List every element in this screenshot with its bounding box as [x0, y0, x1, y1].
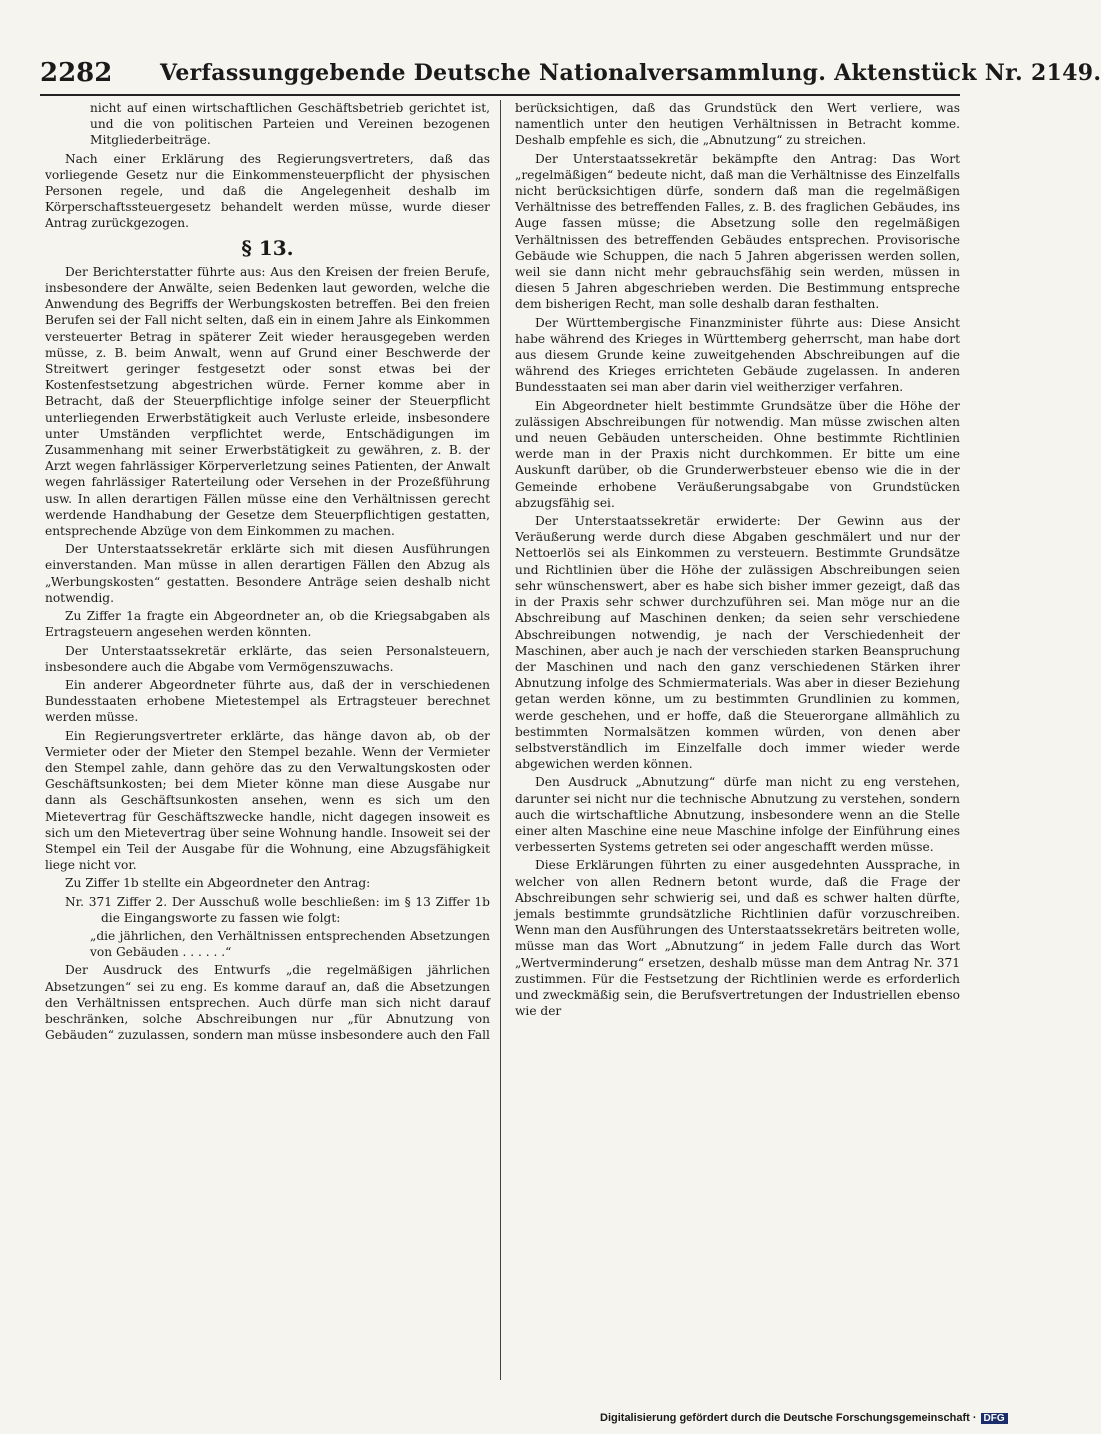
right-column — [515, 100, 960, 1021]
dfg-logo: DFG — [981, 1413, 1008, 1424]
running-title: Verfassunggebende Deutsche Nationalversammlung. Aktenstück Nr. 2149. — [160, 60, 1101, 86]
paragraph: Der Unterstaatssekretär erklärte, das seien Personalsteuern, insbesondere auch die Abgabe vom Vermögenszuwachs. — [45, 643, 490, 674]
quoted-wording: „die jährlichen, den Verhältnissen entsprechenden Absetzungen von Gebäuden . . . . . .“ — [90, 928, 490, 960]
paragraph: Der Berichterstatter führte aus: Aus den Kreisen der freien Berufe, insbesondere der Anwälte, seien Bedenken laut geworden, welche die Anwendung des Begriffs der Werbungskosten betreffen. Bei den freien Berufen sei der Fall nicht selten, daß ein in einem Jahre als Einkommen versteuerter Betrag in späterer Zeit wieder herausgegeben werden müsse, z. B. beim Anwalt, wenn auf Grund einer Beschwerde der Streitwert geringer festgesetzt oder sonst etwas bei der Kostenfestsetzung abgestrichen würde. Ferner komme aber in Betracht, daß der Steuerpflichtige infolge seiner der Steuerpflicht unterliegenden Erwerbstätigkeit auch Verluste erleide, insbesondere unter Umständen verpflichtet werde, Entschädigungen im Zusammenhang mit seiner Erwerbstätigkeit zu gewähren, z. B. der Arzt wegen fahrlässiger Körperverletzung seines Patienten, der Anwalt wegen fahrlässiger Raterteilung oder Versehen in der Prozeßführung usw. In allen derartigen Fällen müsse eine den Verhältnissen gerecht werdende Handhabung der Gesetze dem Steuerpflichtigen gestatten, entsprechende Abzüge von dem Einkommen zu machen. — [45, 264, 490, 539]
left-column — [45, 100, 490, 1045]
paragraph: Der Unterstaatssekretär erklärte sich mit diesen Ausführungen einverstanden. Man müsse in allen derartigen Fällen den Abzug als „Werbungskosten“ gestatten. Besondere Anträge seien deshalb nicht notwendig. — [45, 542, 490, 605]
paragraph: Der Württembergische Finanzminister führte aus: Diese Ansicht habe während des Krieges in Württemberg geherrscht, man habe dort aus diesem Grunde keine zuweitgehenden Abschreibungen auf die während des Krieges errichteten Gebäude zugelassen. In anderen Bundesstaaten sei man aber darin viel weitherziger verfahren. — [515, 315, 960, 395]
section-heading: § 13. — [241, 235, 294, 260]
paragraph: nicht auf einen wirtschaftlichen Geschäftsbetrieb gerichtet ist, und die von politischen Parteien und Vereinen bezogenen Mitgliederbeiträge. — [90, 101, 490, 148]
page-number: 2282 — [40, 58, 113, 88]
motion-text: Nr. 371 Ziffer 2. Der Ausschuß wolle beschließen: im § 13 Ziffer 1b die Eingangsworte zu fassen wie folgt: — [65, 894, 490, 925]
column-divider — [500, 100, 501, 1380]
paragraph: Zu Ziffer 1a fragte ein Abgeordneter an, ob die Kriegsabgaben als Ertragsteuern angesehen werden könnten. — [45, 609, 490, 640]
credit-text: Digitalisierung gefördert durch die Deutsche Forschungsgemeinschaft · — [600, 1412, 977, 1424]
paragraph: Ein Regierungsvertreter erklärte, das hänge davon ab, ob der Vermieter oder der Mieter den Stempel bezahle. Wenn der Vermieter den Stempel zahle, dann gehöre das zu den Verwaltungskosten oder Geschäftsunkosten; bei dem Mieter könne man diese Ausgabe nur dann als Geschäftsunkosten ansehen, wenn es sich um den Mietevertrag für Geschäftszwecke handle, nicht dagegen insoweit es sich um den Mietevertrag über seine Wohnung handle. Insoweit sei der Stempel ein Teil der Ausgabe für die Wohnung, eine Abzugsfähigkeit liege nicht vor. — [45, 728, 490, 873]
paragraph: Der Ausdruck des Entwurfs „die regelmäßigen jährlichen Absetzungen“ sei zu eng. Es komme darauf an, daß die Absetzungen den Verhältnissen entsprechen. Auch dürfe man sich nicht darauf beschränken, solche Abschreibungen nur „für Abnutzung von Gebäuden“ zuzulassen, sondern man müsse insbesondere auch den Fall — [45, 963, 490, 1043]
digitization-credit — [600, 1412, 1005, 1424]
paragraph: Der Unterstaatssekretär bekämpfte den Antrag: Das Wort „regelmäßigen“ bedeute nicht, daß man die Verhältnisse des Einzelfalls nicht berücksichtigen dürfe, sondern daß man die regelmäßigen Verhältnisse des betreffenden Falles, z. B. des fraglichen Gebäudes, ins Auge fassen müsse; die Absetzung solle den regelmäßigen Verhältnissen des betreffenden Gebäudes entsprechen. Provisorische Gebäude wie Schuppen, die nach 5 Jahren abgerissen werden sollen, weil sie dann nicht mehr gebrauchsfähig sein werden, müssen in diesen 5 Jahren abgeschrieben werden. Die Bestimmung entspreche dem bisherigen Recht, man solle deshalb daran festhalten. — [515, 151, 960, 312]
paragraph: Zu Ziffer 1b stellte ein Abgeordneter den Antrag: — [65, 876, 371, 891]
paragraph: Ein anderer Abgeordneter führte aus, daß der in verschiedenen Bundesstaaten erhobene Mietestempel als Ertragsteuer berechnet werden müsse. — [45, 677, 490, 725]
page-header — [40, 54, 1101, 96]
paragraph: Ein Abgeordneter hielt bestimmte Grundsätze über die Höhe der zulässigen Abschreibungen für notwendig. Man müsse zwischen alten und neuen Gebäuden unterscheiden. Ohne bestimmte Richtlinien werde man in der Praxis nicht durchkommen. Er bitte um eine Auskunft darüber, ob die Grunderwerbsteuer ebenso wie die in der Gemeinde erhobene Veräußerungsabgabe von Grundstücken abzugsfähig sei. — [515, 398, 960, 510]
paragraph: berücksichtigen, daß das Grundstück den Wert verliere, was namentlich unter den heutigen Verhältnissen in Betracht komme. Deshalb empfehle es sich, die „Abnutzung“ zu streichen. — [515, 101, 960, 148]
paragraph: Nach einer Erklärung des Regierungsvertreters, daß das vorliegende Gesetz nur die Einkommensteuerpflicht der physischen Personen regele, und daß die Angelegenheit deshalb im Körperschaftssteuergesetz behandelt werden müsse, wurde dieser Antrag zurückgezogen. — [45, 151, 490, 231]
paragraph: Der Unterstaatssekretär erwiderte: Der Gewinn aus der Veräußerung werde durch diese Abgaben geschmälert und nur der Nettoerlös sei als Einkommen zu versteuern. Bestimmte Grundsätze und Richtlinien über die Höhe der zulässigen Abschreibungen seien sehr wünschenswert, aber es habe sich bisher immer gezeigt, daß das in der Praxis sehr schwer durchzuführen sei. Man möge nur an die Abschreibung auf Maschinen denken; da seien sehr verschiedene Abschreibungen notwendig, je nach der Verschiedenheit der Maschinen, aber auch je nach der verschieden starken Beanspruchung der Maschinen und nach den ganz verschiedenen Stärken ihrer Abnutzung infolge des Schmiermaterials. Was aber in dieser Beziehung getan werden könne, um zu bestimmten Grundlinien zu kommen, werde geschehen, und er hoffe, daß die Steuerorgane allmählich zu bestimmten Normalsätzen kommen würden, von denen aber selbstverständlich im Einzelfalle doch immer wieder werde abgewichen werden können. — [515, 514, 960, 772]
paragraph: Diese Erklärungen führten zu einer ausgedehnten Aussprache, in welcher von allen Rednern betont wurde, daß die Frage der Abschreibungen sehr schwierig sei, und daß es schwer halten dürfte, jemals bestimmte grundsätzliche Richtlinien dafür vorzuschreiben. Wenn man den Ausführungen des Unterstaatssekretärs beitreten wolle, müsse man das Wort „Abnutzung“ in jedem Falle durch das Wort „Wertverminderung“ ersetzen, deshalb müsse man dem Antrag Nr. 371 zustimmen. Für die Festsetzung der Richtlinien werde es erforderlich und zweckmäßig sein, die Berufsvertretungen der Industriellen ebenso wie der — [515, 858, 960, 1019]
paragraph: Den Ausdruck „Abnutzung“ dürfe man nicht zu eng verstehen, darunter sei nicht nur die technische Abnutzung zu verstehen, sondern auch die wirtschaftliche Abnutzung, insbesondere wenn an die Stelle einer alten Maschine eine neue Maschine infolge der Einführung eines verbesserten Systems getreten sei oder angeschafft werden müsse. — [515, 775, 960, 855]
